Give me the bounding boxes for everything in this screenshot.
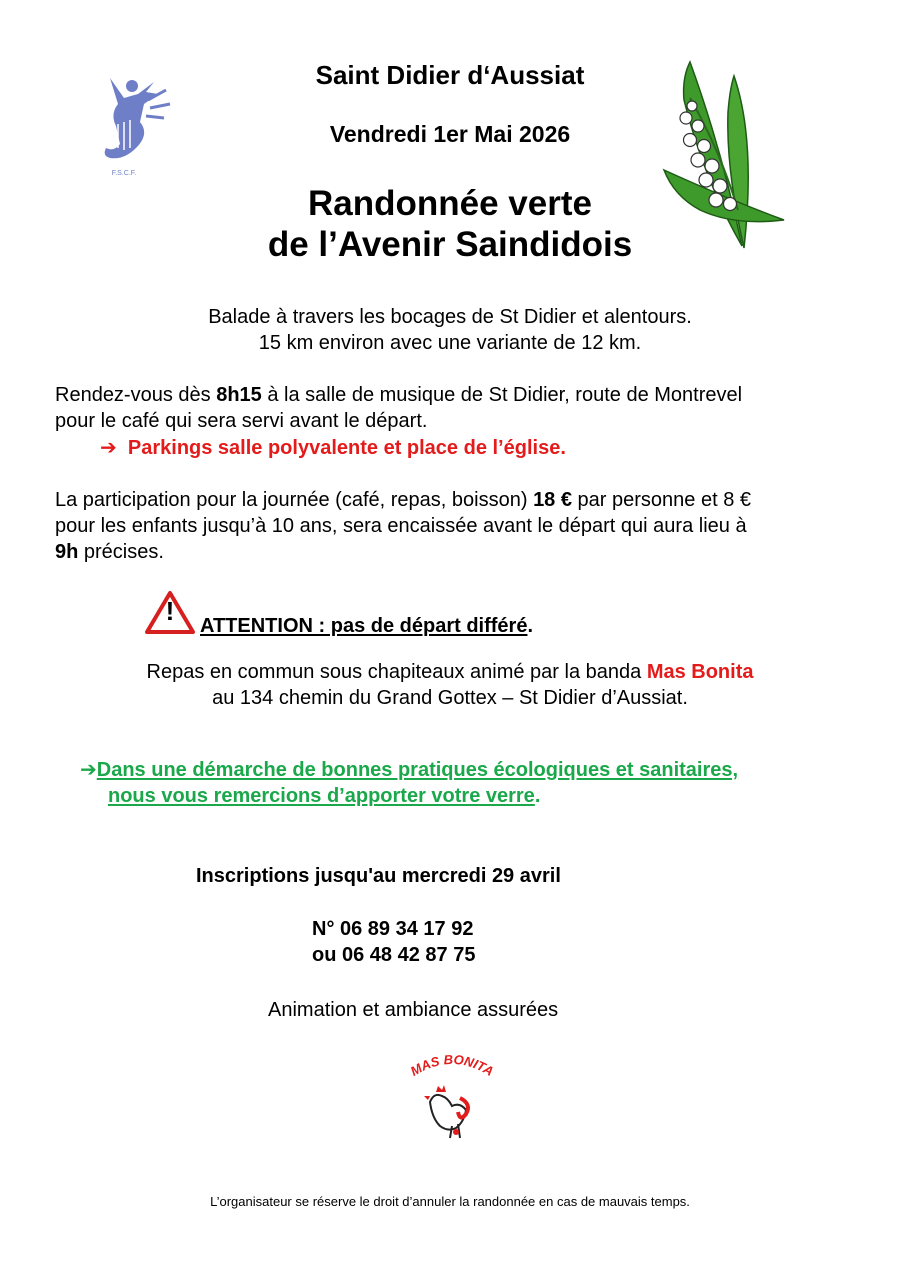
meal-line2: au 134 chemin du Grand Gottex – St Didier d’Aussiat.	[212, 687, 688, 709]
warning-exclamation: !	[165, 596, 175, 626]
town-name: Saint Didier d‘Aussiat	[315, 60, 585, 90]
fee-line2: pour les enfants jusqu’à 10 ans, sera encaissée avant le départ qui aura lieu à	[55, 515, 747, 537]
eco-line2	[108, 783, 540, 809]
eco-period: .	[534, 785, 541, 807]
fee-part2: par personne et 8 €	[572, 489, 752, 511]
fee-line3-rest: précises.	[78, 541, 164, 563]
page-title-line2: de l’Avenir Saindidois	[267, 225, 633, 264]
animation-text: Animation et ambiance assurées	[268, 999, 559, 1021]
page-title-line1: Randonnée verte	[308, 184, 592, 223]
meeting-line2: pour le café qui sera servi avant le départ.	[55, 410, 428, 432]
adult-price: 18 €	[533, 489, 572, 511]
fee-line3	[55, 539, 164, 565]
phone-number-1: N° 06 89 34 17 92	[312, 918, 474, 940]
meeting-post-text: à la salle de musique de St Didier, route de Montrevel	[261, 384, 743, 406]
band-logo-text: MAS BONITA	[407, 1052, 497, 1079]
mas-bonita-logo	[400, 1052, 504, 1144]
warning-icon	[144, 590, 196, 636]
intro-line1: Balade à travers les bocages de St Didier et alentours.	[208, 306, 692, 328]
parking-text: Parkings salle polyvalente et place de l’église.	[127, 437, 566, 459]
arrow-right-icon: ➔	[100, 437, 117, 459]
attention-period: .	[527, 615, 534, 637]
start-time: 9h	[55, 541, 79, 563]
eco-line1	[80, 757, 738, 783]
fee-line1	[55, 487, 751, 513]
event-date: Vendredi 1er Mai 2026	[329, 121, 571, 147]
footer-disclaimer: L’organisateur se réserve le droit d’annuler la randonnée en cas de mauvais temps.	[210, 1194, 690, 1209]
meeting-time: 8h15	[216, 384, 262, 406]
meeting-line1	[55, 382, 742, 408]
attention-text: ATTENTION : pas de départ différé	[200, 615, 528, 637]
eco-text-line1: Dans une démarche de bonnes pratiques écologiques et sanitaires,	[96, 759, 739, 781]
registration-deadline: Inscriptions jusqu'au mercredi 29 avril	[196, 865, 561, 887]
arrow-right-icon: ➔	[80, 759, 97, 781]
phone-number-2: ou 06 48 42 87 75	[312, 944, 476, 966]
eco-text-line2: nous vous remercions d’apporter votre verre	[108, 785, 535, 807]
fee-part1: La participation pour la journée (café, repas, boisson)	[55, 489, 534, 511]
meal-pre: Repas en commun sous chapiteaux animé par la banda	[146, 661, 647, 683]
rooster-icon	[424, 1085, 468, 1138]
meeting-pre-text: Rendez-vous dès	[55, 384, 217, 406]
band-name: Mas Bonita	[646, 661, 754, 683]
intro-line2: 15 km environ avec une variante de 12 km.	[258, 332, 642, 354]
attention-notice	[200, 613, 533, 639]
meal-line1	[0, 659, 900, 685]
parking-info	[100, 435, 566, 461]
logo-caption: F.S.C.F.	[111, 170, 137, 177]
